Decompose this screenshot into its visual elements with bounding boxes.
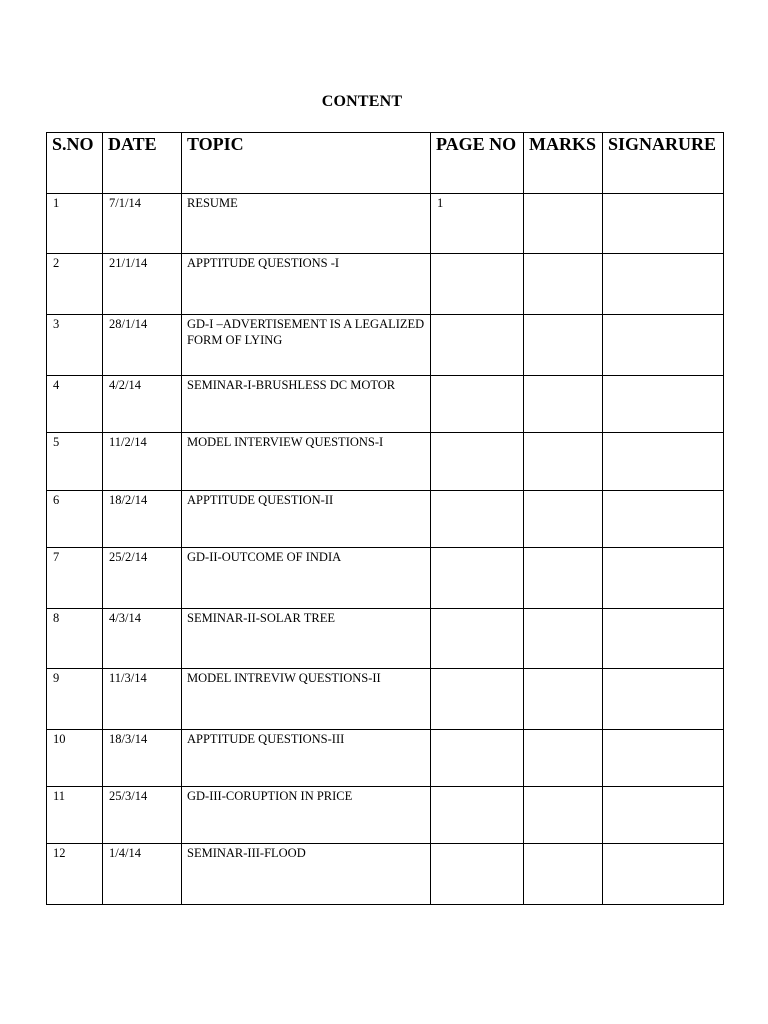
- cell-topic: APPTITUDE QUESTIONS -I: [182, 254, 431, 315]
- cell-sno: 5: [47, 433, 103, 491]
- cell-page-no: [431, 376, 524, 433]
- cell-date: 18/2/14: [103, 491, 182, 548]
- cell-date: 21/1/14: [103, 254, 182, 315]
- cell-signature: [603, 194, 724, 254]
- cell-signature: [603, 548, 724, 609]
- cell-topic: GD-I –ADVERTISEMENT IS A LEGALIZED FORM OF LYING: [182, 315, 431, 376]
- cell-topic: SEMINAR-I-BRUSHLESS DC MOTOR: [182, 376, 431, 433]
- cell-topic: MODEL INTREVIW QUESTIONS-II: [182, 669, 431, 730]
- page-title: CONTENT: [321, 93, 403, 110]
- cell-date: 11/3/14: [103, 669, 182, 730]
- cell-sno: 10: [47, 730, 103, 787]
- cell-topic: MODEL INTERVIEW QUESTIONS-I: [182, 433, 431, 491]
- cell-marks: [524, 315, 603, 376]
- cell-page-no: [431, 315, 524, 376]
- table-row: [47, 376, 724, 433]
- cell-sno: 4: [47, 376, 103, 433]
- cell-topic: APPTITUDE QUESTIONS-III: [182, 730, 431, 787]
- cell-page-no: [431, 433, 524, 491]
- cell-sno: 6: [47, 491, 103, 548]
- cell-marks: [524, 669, 603, 730]
- cell-signature: [603, 433, 724, 491]
- cell-page-no: [431, 254, 524, 315]
- cell-signature: [603, 254, 724, 315]
- cell-date: 7/1/14: [103, 194, 182, 254]
- cell-sno: 12: [47, 844, 103, 905]
- cell-sno: 7: [47, 548, 103, 609]
- cell-topic: GD-II-OUTCOME OF INDIA: [182, 548, 431, 609]
- table-row: [47, 730, 724, 787]
- cell-marks: [524, 609, 603, 669]
- cell-marks: [524, 730, 603, 787]
- cell-signature: [603, 491, 724, 548]
- cell-topic: GD-III-CORUPTION IN PRICE: [182, 787, 431, 844]
- cell-topic: RESUME: [182, 194, 431, 254]
- cell-marks: [524, 254, 603, 315]
- cell-marks: [524, 194, 603, 254]
- cell-marks: [524, 376, 603, 433]
- header-sno: S.NO: [47, 133, 103, 194]
- cell-page-no: [431, 609, 524, 669]
- table-header-row: [47, 133, 724, 194]
- cell-sno: 11: [47, 787, 103, 844]
- cell-page-no: [431, 787, 524, 844]
- cell-signature: [603, 315, 724, 376]
- cell-page-no: [431, 669, 524, 730]
- table-row: [47, 548, 724, 609]
- table-row: [47, 254, 724, 315]
- cell-marks: [524, 433, 603, 491]
- cell-date: 28/1/14: [103, 315, 182, 376]
- cell-marks: [524, 548, 603, 609]
- cell-date: 25/3/14: [103, 787, 182, 844]
- table-row: [47, 491, 724, 548]
- cell-date: 4/3/14: [103, 609, 182, 669]
- cell-signature: [603, 376, 724, 433]
- cell-marks: [524, 844, 603, 905]
- cell-marks: [524, 787, 603, 844]
- cell-date: 18/3/14: [103, 730, 182, 787]
- cell-sno: 1: [47, 194, 103, 254]
- cell-signature: [603, 844, 724, 905]
- content-table: [46, 132, 724, 905]
- cell-date: 11/2/14: [103, 433, 182, 491]
- cell-sno: 2: [47, 254, 103, 315]
- cell-topic: APPTITUDE QUESTION-II: [182, 491, 431, 548]
- table-row: [47, 315, 724, 376]
- header-signature: SIGNARURE: [603, 133, 724, 194]
- cell-signature: [603, 669, 724, 730]
- cell-signature: [603, 609, 724, 669]
- header-marks: MARKS: [524, 133, 603, 194]
- cell-sno: 9: [47, 669, 103, 730]
- table-row: [47, 194, 724, 254]
- table-row: [47, 844, 724, 905]
- cell-sno: 8: [47, 609, 103, 669]
- cell-signature: [603, 787, 724, 844]
- cell-topic: SEMINAR-III-FLOOD: [182, 844, 431, 905]
- table-row: [47, 787, 724, 844]
- table-row: [47, 609, 724, 669]
- cell-page-no: [431, 844, 524, 905]
- table-row: [47, 669, 724, 730]
- cell-date: 1/4/14: [103, 844, 182, 905]
- header-page-no: PAGE NO: [431, 133, 524, 194]
- cell-sno: 3: [47, 315, 103, 376]
- cell-page-no: 1: [431, 194, 524, 254]
- cell-page-no: [431, 730, 524, 787]
- cell-signature: [603, 730, 724, 787]
- header-topic: TOPIC: [182, 133, 431, 194]
- cell-page-no: [431, 491, 524, 548]
- cell-marks: [524, 491, 603, 548]
- cell-topic: SEMINAR-II-SOLAR TREE: [182, 609, 431, 669]
- header-date: DATE: [103, 133, 182, 194]
- table-row: [47, 433, 724, 491]
- cell-date: 25/2/14: [103, 548, 182, 609]
- cell-date: 4/2/14: [103, 376, 182, 433]
- cell-page-no: [431, 548, 524, 609]
